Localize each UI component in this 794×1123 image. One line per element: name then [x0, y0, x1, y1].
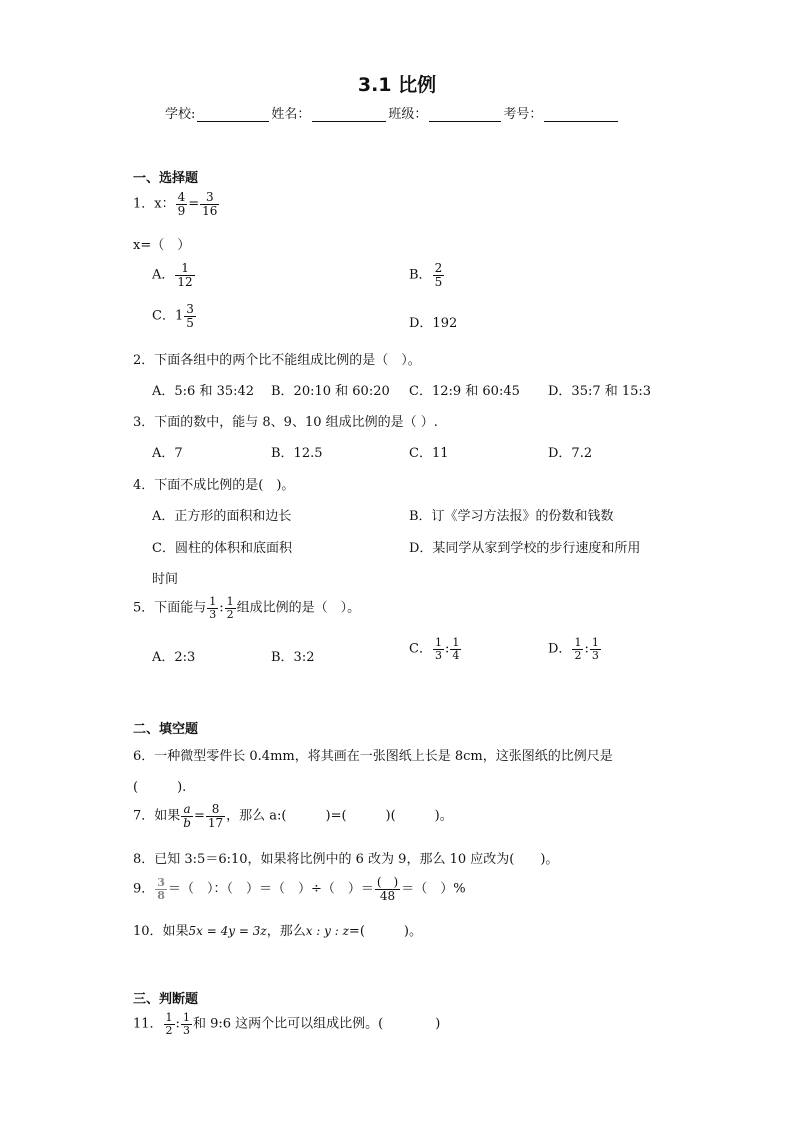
q5-option-b[interactable]: B．3:2	[271, 650, 315, 665]
question-4: 4．下面不成比例的是( )。	[133, 478, 295, 493]
q4-option-d-continued: 时间	[152, 572, 179, 587]
q1-option-d[interactable]: D．192	[409, 316, 458, 331]
exam-number-blank[interactable]	[544, 109, 618, 122]
school-label: 学校:	[165, 107, 196, 122]
student-info-line	[165, 103, 620, 122]
question-2: 2．下面各组中的两个比不能组成比例的是（ ）。	[133, 353, 421, 368]
exam-number-label: 考号：	[503, 107, 543, 122]
q3-option-d[interactable]: D．7.2	[548, 446, 593, 461]
section-fill-heading: 二、填空题	[133, 722, 199, 737]
q2-option-c[interactable]: C．12:9 和 60:45	[409, 384, 520, 399]
question-8: 8．已知 3:5＝6:10，如果将比例中的 6 改为 9，那么 10 应改为( )。	[133, 852, 559, 867]
question-11: 11． $\frac{1}{2}$ : $\frac{1}{3}$ 和 9:6 这两个比可以组成比例。( )	[133, 1011, 441, 1037]
q2-option-b[interactable]: B．20:10 和 60:20	[271, 384, 390, 399]
school-blank[interactable]	[197, 109, 269, 122]
class-label: 班级：	[388, 107, 428, 122]
name-blank[interactable]	[312, 109, 386, 122]
name-label: 姓名：	[271, 107, 311, 122]
q1-option-a[interactable]: A． $\frac{1}{12}$	[152, 261, 193, 289]
q1-number: 1．x：	[133, 196, 175, 212]
q1-fraction-3-16: $\frac{3}{16}$	[202, 190, 218, 218]
question-3: 3．下面的数中，能与 8、9、10 组成比例的是（ ）.	[133, 415, 438, 430]
q4-option-a[interactable]: A．正方形的面积和边长	[152, 509, 292, 524]
section-choice-heading: 一、选择题	[133, 171, 199, 186]
q4-option-c[interactable]: C．圆柱的体积和底面积	[152, 541, 292, 556]
page-title: 3.1 比例	[357, 74, 437, 96]
q1-fraction-4-9: $\frac{4}{9}$	[177, 190, 186, 218]
question-5: 5．下面能与 $\frac{1}{3}$ : $\frac{1}{2}$ 组成比例的是（ ）。	[133, 595, 361, 621]
q1-option-c[interactable]: C．1 $\frac{3}{5}$	[152, 302, 194, 330]
question-9: 9． $\frac{3}{8}$ ＝（ ）：（ ）＝（ ）÷（ ）＝ $\frac{( )}{48}$ ＝（ ）%	[133, 875, 466, 903]
q1-answer-line: x=（ ）	[133, 238, 191, 253]
q6-answer-blank[interactable]: ( ).	[133, 780, 187, 795]
q3-option-c[interactable]: C．11	[409, 446, 449, 461]
q2-option-a[interactable]: A．5:6 和 35:42	[152, 384, 255, 399]
q5-option-d[interactable]: D． $\frac{1}{2}$ : $\frac{1}{3}$	[548, 636, 599, 662]
q4-option-b[interactable]: B．订《学习方法报》的份数和钱数	[409, 509, 614, 524]
question-6: 6．一种微型零件长 0.4mm，将其画在一张图纸上长是 8cm，这张图纸的比例尺是	[133, 749, 613, 764]
q5-option-c[interactable]: C． $\frac{1}{3}$ : $\frac{1}{4}$	[409, 636, 460, 662]
question-10: 10．如果5x = 4y = 3z，那么x : y : z=( )。	[133, 924, 422, 939]
q4-option-d[interactable]: D．某同学从家到学校的步行速度和所用	[409, 541, 641, 556]
class-blank[interactable]	[429, 109, 501, 122]
question-7: 7．如果 $\frac{a}{b}$ = $\frac{8}{17}$ ，那么 a:( )=( )( )。	[133, 802, 453, 830]
q5-option-a[interactable]: A．2:3	[152, 650, 196, 665]
q3-option-b[interactable]: B．12.5	[271, 446, 323, 461]
question-1: 1．x： $\frac{4}{9}$ = $\frac{3}{16}$	[133, 190, 218, 218]
q2-option-d[interactable]: D．35:7 和 15:3	[548, 384, 652, 399]
section-judge-heading: 三、判断题	[133, 992, 199, 1007]
q3-option-a[interactable]: A．7	[152, 446, 183, 461]
q1-option-b[interactable]: B． $\frac{2}{5}$	[409, 261, 443, 289]
